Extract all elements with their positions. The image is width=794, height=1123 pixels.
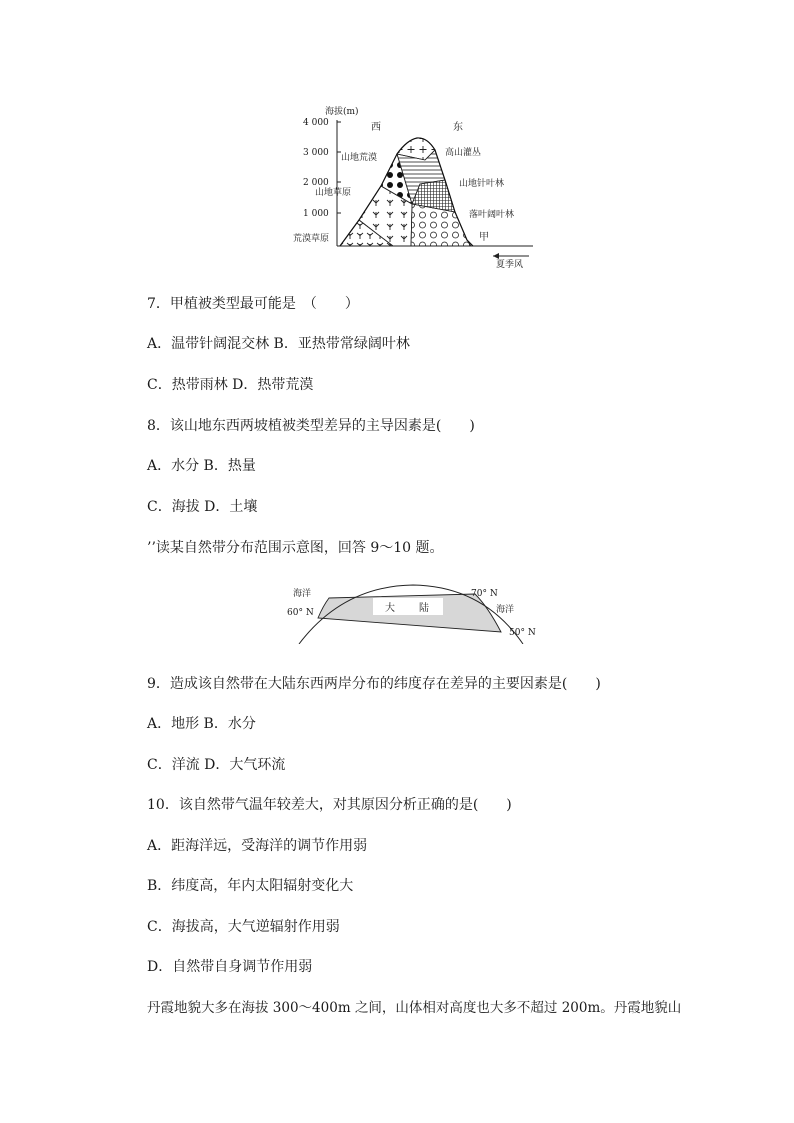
question-10-option-d: D．自然带自身调节作用弱 [147, 959, 313, 975]
question-10-option-b: B．纬度高，年内太阳辐射变化大 [147, 878, 354, 894]
question-8: 8．该山地东西两坡植被类型差异的主导因素是( ) [147, 418, 475, 434]
east-label: 东 [453, 122, 463, 133]
label-mountain-steppe: 山地草原 [315, 188, 352, 198]
lat-50-label: 50° N [509, 628, 536, 638]
question-9-options-cd: C．洋流 D．大气环流 [147, 757, 286, 773]
lat-60-label: 60° N [287, 608, 314, 618]
question-7-options-cd: C．热带雨林 D．热带荒漠 [147, 377, 314, 393]
summer-monsoon-arrowhead [493, 253, 499, 259]
label-deciduous-broadleaf: 落叶阔叶林 [469, 210, 515, 220]
tick-label-2000: 2 000 [303, 178, 329, 188]
ocean-west-label: 海洋 [293, 589, 312, 599]
mountain-vegetation-diagram [285, 100, 545, 272]
natural-zone-diagram [283, 582, 543, 644]
question-9-options-ab: A．地形 B．水分 [147, 716, 256, 732]
figure-2-instruction: ’’读某自然带分布范围示意图，回答 9～10 题。 [147, 540, 444, 556]
question-7: 7．甲植被类型最可能是 （ ） [147, 296, 359, 312]
label-mountain-conifer: 山地针叶林 [459, 179, 505, 189]
label-mountain-desert: 山地荒漠 [341, 153, 378, 163]
question-10-option-c: C．海拔高，大气逆辐射作用弱 [147, 919, 340, 935]
question-8-options-ab: A．水分 B．热量 [147, 458, 256, 474]
label-summer-monsoon: 夏季风 [496, 260, 524, 270]
y-axis-title: 海拔(m) [325, 107, 359, 117]
label-alpine-shrub: 高山灌丛 [445, 148, 482, 158]
question-7-options-ab: A．温带针阔混交林 B．亚热带常绿阔叶林 [147, 336, 410, 352]
continent-label-a: 大 [385, 603, 395, 614]
question-8-options-cd: C．海拔 D．土壤 [147, 499, 258, 515]
label-jia: 甲 [479, 232, 489, 243]
tick-label-4000: 4 000 [303, 118, 329, 128]
label-desert-steppe: 荒漠草原 [293, 234, 330, 244]
tick-label-3000: 3 000 [303, 148, 329, 158]
continent-label-box [373, 598, 443, 615]
tick-label-1000: 1 000 [303, 209, 329, 219]
west-label: 西 [371, 122, 381, 133]
continent-label-b: 陆 [419, 603, 429, 614]
ocean-east-label: 海洋 [496, 605, 515, 615]
zone-jia [411, 204, 471, 246]
question-10-option-a: A．距海洋远，受海洋的调节作用弱 [147, 838, 368, 854]
question-10: 10．该自然带气温年较差大，对其原因分析正确的是( ) [147, 797, 512, 813]
question-9: 9．造成该自然带在大陆东西两岸分布的纬度存在差异的主要因素是( ) [147, 676, 601, 692]
danxia-passage: 丹霞地貌大多在海拔 300～400m 之间，山体相对高度也大多不超过 200m。丹霞地貌山 [147, 1000, 682, 1016]
lat-70-label: 70° N [471, 589, 498, 599]
